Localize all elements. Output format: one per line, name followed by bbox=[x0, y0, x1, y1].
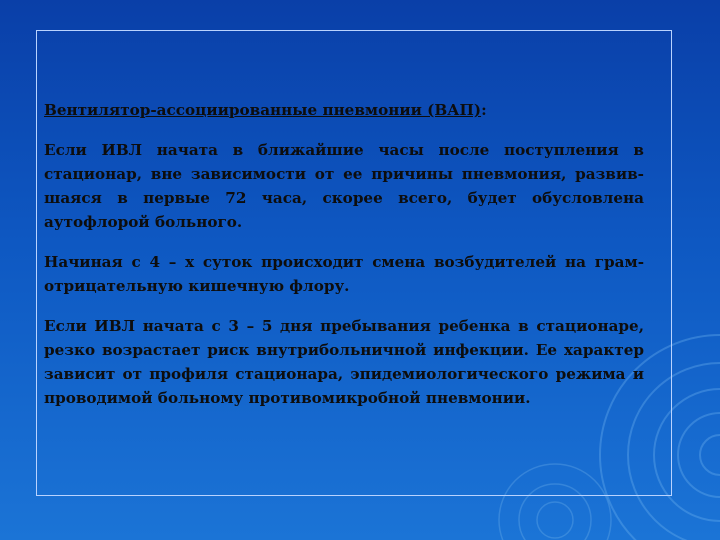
paragraph-3: Если ИВЛ начата с 3 – 5 дня пребывания ребенка в стационаре, резко возрастает риск внутрибольничной инфекции. Ее характер зависит от профиля стационара, эпидемиологического режима и проводимой больному противомикробной пневмонии. bbox=[44, 317, 644, 407]
paragraph-1: Если ИВЛ начата в ближайшие часы после поступления в стационар, вне зависимости от ее причины пневмония, развив-шаяся в первые 72 часа, скорее всего, будет обусловлена аутофлорой больного. bbox=[44, 141, 644, 231]
slide-heading-text: Вентилятор-ассоциированные пневмонии (ВАП) bbox=[44, 101, 482, 119]
slide-heading-suffix: : bbox=[481, 101, 487, 119]
slide-heading bbox=[44, 98, 644, 122]
slide-content bbox=[44, 98, 644, 426]
paragraph-2: Начиная с 4 – х суток происходит смена возбудителей на грам-отрицательную кишечную флору. bbox=[44, 253, 644, 295]
